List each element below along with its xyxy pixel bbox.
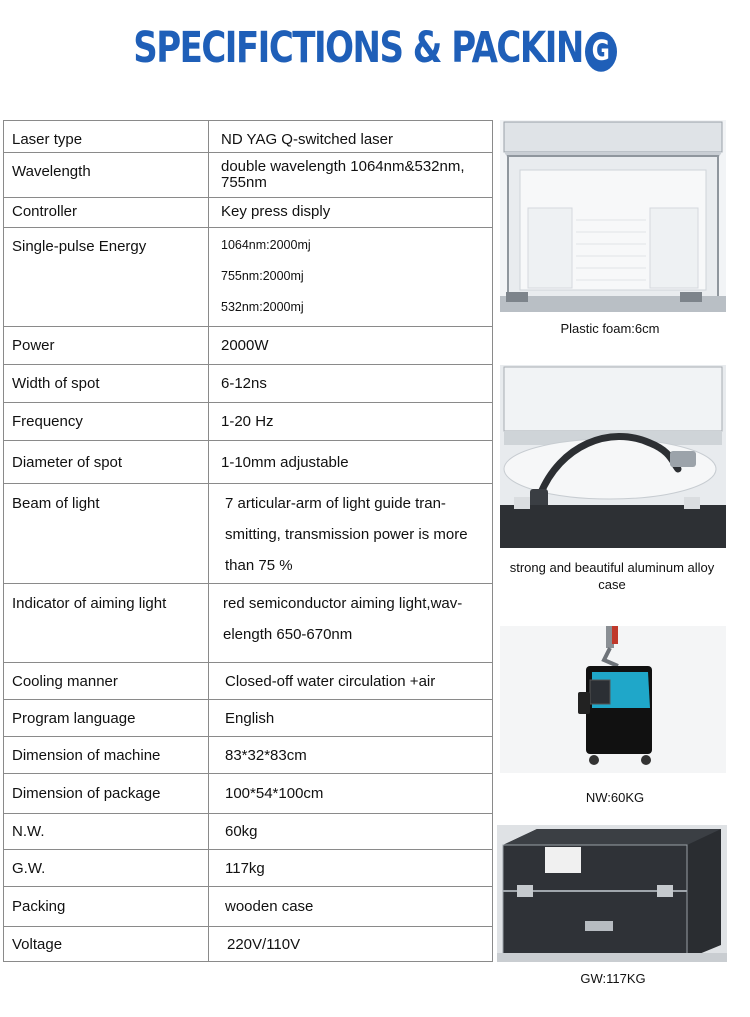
energy-line: 532nm:2000mj xyxy=(221,300,304,314)
title-badge: G xyxy=(585,32,617,72)
spec-value: 7 articular-arm of light guide tran-smitting, transmission power is more than 75 % xyxy=(209,484,493,584)
spec-value: Key press disply xyxy=(209,198,493,228)
spec-value-list xyxy=(209,228,493,327)
spec-label: Wavelength xyxy=(4,153,209,198)
spec-value: wooden case xyxy=(209,887,493,927)
spec-label: Power xyxy=(4,327,209,365)
spec-value: 6-12ns xyxy=(209,365,493,403)
spec-value: 100*54*100cm xyxy=(209,774,493,814)
spec-label: Frequency xyxy=(4,403,209,441)
spec-label: Single-pulse Energy xyxy=(4,228,209,327)
spec-value: red semiconductor aiming light,wav-elength 650-670nm xyxy=(209,584,493,663)
spec-value: double wavelength 1064nm&532nm, 755nm xyxy=(209,153,493,198)
spec-value: Closed-off water circulation +air xyxy=(209,663,493,700)
spec-label: Dimension of machine xyxy=(4,737,209,774)
spec-label: Indicator of aiming light xyxy=(4,584,209,663)
spec-label: Cooling manner xyxy=(4,663,209,700)
spec-value: ND YAG Q-switched laser xyxy=(209,121,493,153)
spec-label: Width of spot xyxy=(4,365,209,403)
energy-line: 1064nm:2000mj xyxy=(221,238,311,252)
spec-value: 220V/110V xyxy=(209,927,493,962)
laser-machine-photo xyxy=(500,626,726,773)
spec-value: 60kg xyxy=(209,814,493,850)
open-foam-case-photo xyxy=(500,120,726,312)
aluminum-case-photo xyxy=(500,365,726,548)
spec-value: 117kg xyxy=(209,850,493,887)
spec-value: 83*32*83cm xyxy=(209,737,493,774)
spec-label: N.W. xyxy=(4,814,209,850)
page-title xyxy=(0,23,750,73)
caption: Plastic foam:6cm xyxy=(560,321,660,336)
spec-label: Dimension of package xyxy=(4,774,209,814)
spec-label: Controller xyxy=(4,198,209,228)
spec-label: G.W. xyxy=(4,850,209,887)
caption: strong and beautiful aluminum alloy case xyxy=(509,560,715,592)
closed-case-photo xyxy=(497,825,727,962)
spec-label: Diameter of spot xyxy=(4,441,209,484)
caption: NW:60KG xyxy=(585,790,645,805)
spec-value: English xyxy=(209,700,493,737)
spec-value: 1-20 Hz xyxy=(209,403,493,441)
spec-label: Beam of light xyxy=(4,484,209,584)
spec-label: Program language xyxy=(4,700,209,737)
spec-label: Packing xyxy=(4,887,209,927)
energy-line: 755nm:2000mj xyxy=(221,269,304,283)
page-title-text: SPECIFICTIONS & PACKIN xyxy=(133,23,583,73)
spec-value: 2000W xyxy=(209,327,493,365)
spec-label: Laser type xyxy=(4,121,209,153)
spec-table xyxy=(3,120,493,962)
spec-label: Voltage xyxy=(4,927,209,962)
spec-value: 1-10mm adjustable xyxy=(209,441,493,484)
caption: GW:117KG xyxy=(580,971,646,986)
